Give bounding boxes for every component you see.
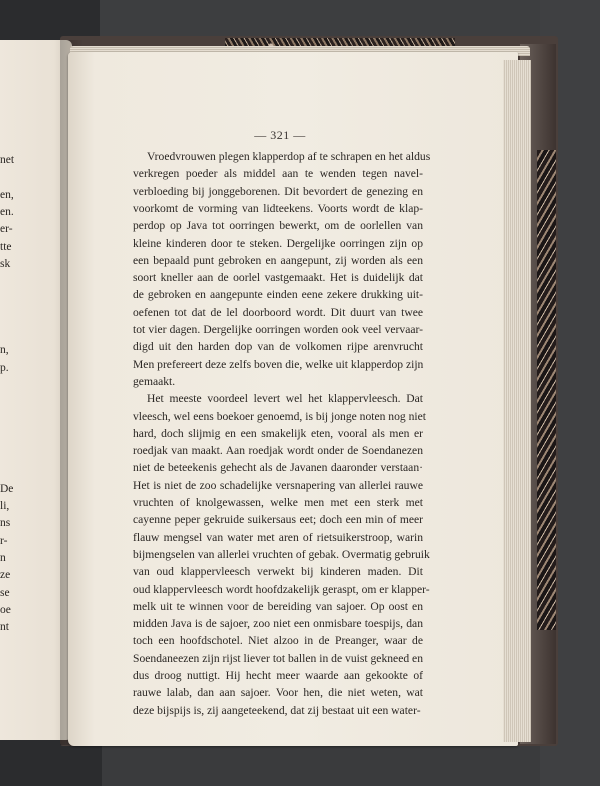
text-line: bijmengselen van allerlei vruchten of gebak. Overmatig gebruik [133, 547, 430, 561]
page-fore-edge [503, 60, 531, 742]
text-line: Soendaneezen zijn rijst liever tot ballen in de vuist gekneed en [133, 651, 423, 665]
text-line: verkregen poeder als middel aan te wenden tegen navel- [133, 167, 423, 181]
text-line: gemaakt. [133, 374, 176, 388]
text-line: kleine kinderen door te steken. Dergelijke oorringen zijn op [133, 236, 423, 250]
text-line: hard, doch slijmig en een smakelijk eten, vooral als men er [133, 426, 423, 440]
text-line: Vroedvrouwen plegen klapperdop af te schrapen en het aldus [147, 150, 431, 163]
text-line: oud klappervleesch wordt hoofdzakelijk geraspt, om er klapper- [133, 582, 430, 596]
text-line: soort kneller aan de oorlel vastgemaakt. Het is duidelijk dat [133, 271, 423, 285]
left-page-fragment: n [0, 551, 6, 564]
text-line: van oud klappervleesch verwekt bij kinderen maden. Dit [133, 565, 423, 579]
text-line: perdop op Java tot oorringen bewerkt, om de oorlellen van [133, 219, 423, 233]
text-line: tot vier dagen. Dergelijke oorringen worden ook veel vervaar- [133, 323, 423, 336]
text-line: Het meeste voordeel levert wel het klappervleesch. Dat [147, 392, 423, 406]
left-page-fragment: en, [0, 188, 14, 201]
text-line: deze bijspijs is, zij aangeteekend, dat zij bestaat uit een water- [133, 703, 421, 717]
text-line: Men prefereert deze zelfs boven die, welke uit klapperdop zijn [133, 357, 424, 371]
text-line: een bepaald punt gebroken en aangepunt, zij worden als een [133, 253, 423, 267]
text-line: dus droog nuttigt. Hij hecht meer waarde aan gekookte of [133, 669, 423, 682]
left-page-fragment: n, [0, 344, 9, 357]
text-line: rauwe lalab, dan aan sajoer. Voor hen, die niet weten, wat [133, 686, 423, 700]
left-page-fragment: net [0, 154, 15, 166]
left-page-fragment: r- [0, 534, 8, 547]
left-page-fragment: oe [0, 603, 11, 616]
text-line: vruchten of knolgewassen, welke men met een sterk met [133, 496, 423, 509]
left-page-fragment: se [0, 586, 10, 599]
text-line: vleesch, wel eens boekoer genoemd, is bij jonge noten nog niet [133, 409, 426, 423]
left-page-fragment: en. [0, 205, 14, 218]
left-page-fragment: ns [0, 517, 11, 530]
left-page-fragment: er- [0, 223, 13, 236]
text-line: verbloeding bij jonggeborenen. Dit bevordert de genezing en [133, 184, 423, 198]
text-line: oefenen tot dat de lel doorboord wordt. Dit duurt van twee [133, 305, 423, 319]
marbled-cover-right [537, 150, 556, 630]
text-line: de gebroken en aangepunte einden eene zekere drukking uit- [133, 288, 423, 302]
left-page-fragment: sk [0, 257, 11, 270]
left-page-fragment: nt [0, 621, 9, 634]
text-line: midden Java is de sajoer, zoo niet een onmisbare toespijs, dan [133, 617, 423, 631]
text-line: voorkomt de vorming van lidteekens. Voorts wordt de klap- [133, 201, 423, 215]
text-line: roedjak van maakt. Aan roedjak wordt onder de Soendanezen [133, 444, 423, 458]
left-page-fragment: ze [0, 569, 11, 582]
text-line: digd uit den harden dop van de volkomen rijpe arenvrucht [133, 340, 423, 354]
text-line: Het is niet de zoo schadelijke versnapering van allerlei rauwe [133, 478, 423, 492]
text-line: cayenne peper gekruide suikersaus eet; doch een min of meer [133, 513, 423, 527]
left-page-fragment: li, [0, 500, 10, 512]
text-line: flauw mengsel van water met aren of rietsuikerstroop, warin [133, 530, 423, 544]
page-number: — 321 — [254, 128, 306, 142]
text-line: niet de beteekenis gehecht als de Javanen daaronder verstaan· [133, 461, 423, 475]
left-page-fragment: De [0, 482, 14, 495]
left-page-fragment: tte [0, 240, 12, 253]
left-page-fragment: p. [0, 361, 9, 374]
text-line: melk uit te winnen voor de bereiding van sajoer. Op oost en [133, 599, 423, 613]
text-line: toch een hoofdschotel. Niet alzoo in de Preanger, waar de [133, 634, 423, 648]
